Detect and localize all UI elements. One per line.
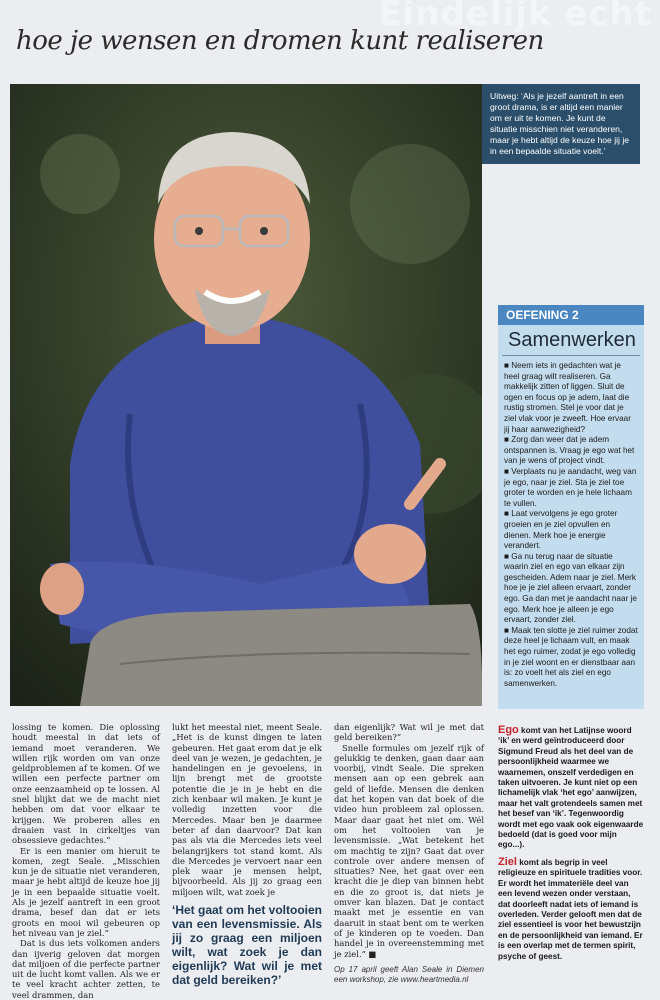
ego-text: komt van het Latijnse woord ‘ik’ en werd geïntroduceerd door Sigmund Freud als het deel van de persoonlijkheid waarmee we waarnemen, onszelf verdedigen en taken uitvoeren. Je kunt niet op een lichamelijk vlak ‘het ego’ aanwijzen, maar het valt grotendeels samen met het besef van ‘ik’. Tegenwoordig wordt met ego vaak ook eigenwaarde bedoeld (dat is goed voor mijn ego...). xyxy=(498,726,644,850)
workshop-caption: Op 17 april geeft Alan Seale in Diemen een workshop, zie www.heartmedia.nl xyxy=(334,964,484,985)
ziel-definition xyxy=(498,857,644,962)
pull-quote: ‘Het gaat om het voltooien van een levensmissie. Als jij zo graag een miljoen wilt, wat zoek je dan eigenlijk? Wat wil je met dat geld bereiken?’ xyxy=(172,903,323,988)
article-paragraph: Er is een manier om hieruit te komen, zegt Seale. „Misschien kun je de situatie niet veranderen, maar je hebt altijd de keuze hoe jij je in een bepaalde situatie voelt. Als je jezelf aantreft in een groot drama, besef dan dat er iets groots en mooi wil gebeuren op het niveau van je ziel.” xyxy=(12,845,160,938)
exercise-step: ■ Laat vervolgens je ego groter groeien en je ziel opvullen en dienen. Merk hoe je energie verandert. xyxy=(504,509,618,551)
portrait-illustration xyxy=(10,84,482,706)
ziel-keyword: Ziel xyxy=(498,855,517,868)
article-column-1 xyxy=(12,722,160,1000)
article-paragraph: dan eigenlijk? Wat wil je met dat geld bereiken?” xyxy=(334,722,484,743)
definitions-sidebar xyxy=(498,725,644,968)
exercise-step: ■ Neem iets in gedachten wat je heel graag wilt realiseren. Ga makkelijk zitten of liggen. Sluit de ogen en focus op je adem, laat die rustig stromen. Stel je voor dat je ziel vlak voor je zweeft. Hoe ervaar jij haar aanwezigheid? xyxy=(504,361,631,434)
article-column-3 xyxy=(334,722,484,985)
exercise-label: OEFENING 2 xyxy=(498,305,644,325)
portrait-photo xyxy=(10,84,482,706)
exercise-box xyxy=(498,305,644,709)
exercise-step: ■ Maak ten slotte je ziel ruimer zodat deze heel je lichaam vult, en maak het ego ruimer, zodat je ego volledig in je ziel woont en er dienstbaar aan is: zo voelt het als ziel en ego samenwerken. xyxy=(504,625,638,688)
exercise-step: ■ Verplaats nu je aandacht, weg van je ego, naar je ziel. Sta je ziel toe groter te worden en je hele lichaam te vullen. xyxy=(504,466,637,508)
article-paragraph: Dat is dus iets volkomen anders dan ijverig geloven dat morgen dat miljoen of die perfecte partner uit de lucht komt vallen. Als we er te veel kracht achter zetten, te veel drammen, dan xyxy=(12,938,160,1000)
article-paragraph: lossing te komen. Die oplossing houdt meestal in dat iets of iemand moet veranderen. We willen rijk worden om van onze geldproblemen af te komen. Of we willen een perfecte partner om onze eenzaamheid op te lossen. Al snel blijkt dat we de macht niet hebben om dat voor elkaar te krijgen. We proberen alles en draaien vast in cirkeltjes van obsessieve gedachtes.” xyxy=(12,722,160,846)
exercise-step: ■ Ga nu terug naar de situatie waarin ziel en ego van elkaar zijn gescheiden. Adem naar je ziel. Merk hoe je je ziel alleen ervaart, zonder ego. Ga dan met je aandacht naar je ego. Merk hoe je alleen je ego ervaart, zonder ziel. xyxy=(504,551,637,625)
headline-ghost: Eindelijk echt xyxy=(378,0,652,34)
ziel-text: komt als begrip in veel religieuze en spirituele tradities voor. Er wordt het immateriële deel van een levend wezen onder verstaan, dat doorleeft nadat iets of iemand is overleden. Verder gelooft men dat de ziel essentieel is voor het bewustzijn en de persoonlijkheid van iemand. Er is een overlap met de termen spirit, psyche of geest. xyxy=(498,857,643,961)
exercise-step: ■ Zorg dan weer dat je adem ontspannen is. Vraag je ego wat het van je wens of project vindt. xyxy=(504,435,635,466)
headline: hoe je wensen en dromen kunt realiseren xyxy=(16,26,544,56)
article-column-2 xyxy=(172,722,322,987)
exercise-body xyxy=(498,356,644,689)
ego-keyword: Ego xyxy=(498,724,519,736)
ego-definition xyxy=(498,725,644,851)
article-paragraph: lukt het meestal niet, meent Seale. „Het is de kunst dingen te laten gebeuren. Het gaat erom dat je elk deel van je wezen, je gedachten, je handelingen en je gevoelens, in lijn brengt met de grootste potentie die je in je hebt en die zich kenbaar wil maken. Je kunt je volledig inzetten voor die Mercedes. Maar ben je daarmee beter af dan daarvoor? Dat kan pas als via die Mercedes iets veel belangrijkers tot stand komt. Als die Mercedes je vervoert naar een plek waar je mensen helpt, bijvoorbeeld. Als jij zo graag een miljoen wilt, wat zoek je xyxy=(172,722,322,897)
article-paragraph: Snelle formules om jezelf rijk of gelukkig te denken, gaan daar aan voorbij, vindt Seale. Die spreken mensen aan op een gebrek aan geld of liefde. Mensen die denken dat het kopen van dat boek of die video hun probleem zal oplossen. Maar daar gaat het niet om. Wél om het voltooien van je levensmissie. „Wat betekent het om machtig te zijn? Gaat dat over controle over andere mensen of situaties? Nee, het gaat over een kracht die je diep van binnen hebt en die zo groot is, dat niets je omver kan blazen. Dat je contact maakt met je essentie en van daaruit in staat bent om te werken of je kinderen op te voeden. Dan handel je in overeenstemming met je ziel.” ■ xyxy=(334,742,484,959)
exercise-title: Samenwerken xyxy=(502,325,640,356)
quote-box: Uitweg: ‘Als je jezelf aantreft in een groot drama, is er altijd een manier om er uit te komen. Je kunt de situatie misschien niet veranderen, maar je hebt altijd de keuze hoe jij je in een bepaalde situatie voelt.’ xyxy=(482,84,640,164)
